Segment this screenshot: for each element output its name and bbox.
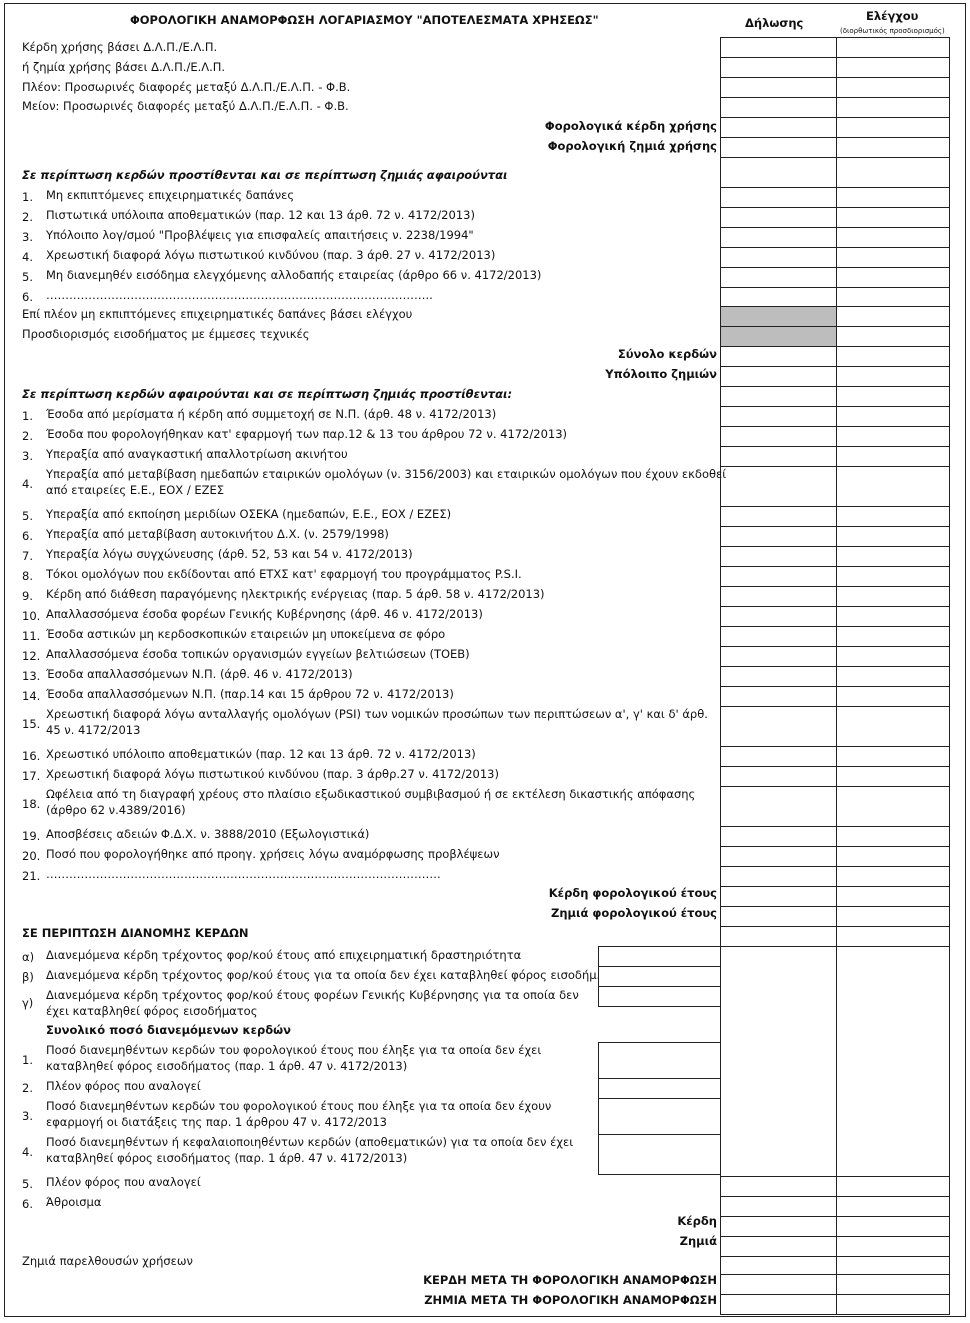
section-c-letter: β): [22, 970, 34, 984]
section-b-item-number: 1.: [22, 409, 33, 423]
intro-line-profit: Κέρδη χρήσης βάσει Δ.Λ.Π./Ε.Λ.Π.: [22, 40, 218, 54]
section-c-item-number: 1.: [22, 1053, 33, 1067]
audit-amount-cell[interactable]: [836, 37, 950, 58]
section-b-item-number: 7.: [22, 549, 33, 563]
audit-amount-cell[interactable]: [836, 366, 950, 387]
section-b-item-label: Χρεωστική διαφορά λόγω πιστωτικού κινδύνου (παρ. 3 άρθρ.27 ν. 4172/2013): [46, 767, 499, 781]
declaration-amount-cell[interactable]: [720, 1236, 837, 1257]
section-b-item-number: 19.: [22, 829, 41, 843]
audit-amount-cell[interactable]: [836, 586, 950, 607]
declaration-amount-cell[interactable]: [720, 506, 837, 527]
section-b-item-label: (άρθρο 62 ν.4389/2016): [46, 803, 186, 817]
audit-amount-cell[interactable]: [836, 267, 950, 288]
section-b-item-number: 11.: [22, 629, 41, 643]
audit-amount-cell[interactable]: [836, 346, 950, 367]
distribution-subamount-cell[interactable]: [598, 986, 721, 1007]
section-b-item-label: Έσοδα απαλλασσόμενων Ν.Π. (παρ.14 και 15 άρθρου 72 ν. 4172/2013): [46, 687, 454, 701]
audit-distribution-cell[interactable]: [836, 946, 950, 1177]
section-c-item-label: Πλέον φόρος που αναλογεί: [46, 1079, 201, 1093]
declaration-amount-cell[interactable]: [720, 826, 837, 847]
section-b-item-label: Τόκοι ομολόγων που εκδίδονται από ΕΤΧΣ κατ' εφαρμογή του προγράμματος P.S.I.: [46, 567, 522, 581]
label-loss: Ζημιά: [679, 1234, 717, 1248]
section-c-letter-label: έχει καταβληθεί φόρος εισοδήματος: [46, 1004, 258, 1018]
audit-amount-cell[interactable]: [836, 77, 950, 98]
section-c-letter: α): [22, 950, 35, 964]
section-a-extra-indirect: Προσδιορισμός εισοδήματος με έμμεσες τεχνικές: [22, 327, 310, 341]
audit-amount-cell[interactable]: [836, 326, 950, 347]
declaration-amount-cell[interactable]: [720, 406, 837, 427]
audit-amount-cell[interactable]: [836, 886, 950, 907]
section-c-item-number: 6.: [22, 1197, 33, 1211]
declaration-amount-cell[interactable]: [720, 247, 837, 268]
audit-amount-cell[interactable]: [836, 1196, 950, 1217]
audit-amount-cell[interactable]: [836, 137, 950, 158]
audit-amount-cell[interactable]: [836, 287, 950, 308]
declaration-amount-cell[interactable]: [720, 786, 837, 827]
audit-amount-cell[interactable]: [836, 926, 950, 947]
section-a-extra-audit: Επί πλέον μη εκπιπτόμενες επιχειρηματικές δαπάνες βάσει ελέγχου: [22, 307, 413, 321]
audit-amount-cell[interactable]: [836, 426, 950, 447]
declaration-amount-cell[interactable]: [720, 466, 837, 507]
section-b-item-number: 3.: [22, 449, 33, 463]
section-c-item-number: 5.: [22, 1177, 33, 1191]
section-c-item-number: 4.: [22, 1145, 33, 1159]
declaration-amount-cell[interactable]: [720, 37, 837, 58]
section-b-item-number: 6.: [22, 529, 33, 543]
audit-amount-cell[interactable]: [836, 846, 950, 867]
label-loss-remaining: Υπόλοιπο ζημιών: [605, 367, 717, 381]
distribution-subamount-cell[interactable]: [598, 1042, 721, 1079]
audit-amount-cell[interactable]: [836, 526, 950, 547]
declaration-amount-cell[interactable]: [720, 137, 837, 158]
declaration-amount-cell[interactable]: [720, 906, 837, 927]
declaration-amount-cell[interactable]: [720, 546, 837, 567]
section-b-item-number: 14.: [22, 689, 41, 703]
audit-amount-cell[interactable]: [836, 386, 950, 407]
section-b-item-label: Έσοδα απαλλασσόμενων Ν.Π. (άρθ. 46 ν. 4172/2013): [46, 667, 353, 681]
declaration-amount-cell[interactable]: [720, 366, 837, 387]
declaration-amount-cell[interactable]: [720, 706, 837, 747]
audit-amount-cell[interactable]: [836, 1256, 950, 1275]
declaration-amount-cell[interactable]: [720, 117, 837, 138]
audit-amount-cell[interactable]: [836, 546, 950, 567]
section-a-item-number: 3.: [22, 230, 33, 244]
intro-line-plus: Πλέον: Προσωρινές διαφορές μεταξύ Δ.Λ.Π./Ε.Λ.Π. - Φ.Β.: [22, 80, 351, 94]
declaration-amount-cell[interactable]: [720, 1294, 837, 1315]
audit-amount-cell[interactable]: [836, 306, 950, 327]
section-a-item-label: Χρεωστική διαφορά λόγω πιστωτικού κινδύνου (παρ. 3 άρθ. 27 ν. 4172/2013): [46, 248, 496, 262]
declaration-amount-cell[interactable]: [720, 566, 837, 587]
section-a-item-label: Μη διανεμηθέν εισόδημα ελεγχόμενης αλλοδαπής εταιρείας (άρθρο 66 ν. 4172/2013): [46, 268, 542, 282]
section-b-item-label: Υπεραξία από αναγκαστική απαλλοτρίωση ακινήτου: [46, 447, 348, 461]
audit-amount-cell[interactable]: [836, 746, 950, 767]
section-b-item-number: 16.: [22, 749, 41, 763]
label-final-loss: ΖΗΜΙΑ ΜΕΤΑ ΤΗ ΦΟΡΟΛΟΓΙΚΗ ΑΝΑΜΟΡΦΩΣΗ: [424, 1293, 717, 1307]
section-b-item-number: 5.: [22, 509, 33, 523]
audit-amount-cell[interactable]: [836, 57, 950, 78]
section-a-item-label: Μη εκπιπτόμενες επιχειρηματικές δαπάνες: [46, 188, 295, 202]
declaration-amount-cell[interactable]: [720, 586, 837, 607]
section-c-item-label: εφαρμογή οι διατάξεις της παρ. 1 άρθρου 47 ν. 4172/2013: [46, 1115, 388, 1129]
column-header-audit: Ελέγχου: [866, 9, 919, 23]
audit-amount-cell[interactable]: [836, 97, 950, 118]
audit-amount-cell[interactable]: [836, 247, 950, 268]
label-tax-loss: Φορολογική ζημιά χρήσης: [547, 139, 717, 153]
audit-amount-cell[interactable]: [836, 706, 950, 747]
column-header-audit-note: (διορθωτικός προσδιορισμός): [840, 27, 945, 35]
audit-amount-cell[interactable]: [836, 466, 950, 507]
section-b-item-number: 18.: [22, 797, 41, 811]
subtotal-distributed-heading: Συνολικό ποσό διανεμόμενων κερδών: [46, 1023, 291, 1037]
section-b-item-label: Χρεωστική διαφορά λόγω ανταλλαγής ομολόγων (PSI) των νομικών προσώπων των περιπτώσεων α', γ' και δ' άρθ.: [46, 707, 708, 721]
declaration-amount-cell[interactable]: [720, 386, 837, 407]
declaration-amount-cell[interactable]: [720, 686, 837, 707]
audit-amount-cell[interactable]: [836, 1176, 950, 1197]
audit-amount-cell[interactable]: [836, 157, 950, 188]
declaration-amount-cell[interactable]: [720, 267, 837, 288]
declaration-amount-cell[interactable]: [720, 846, 837, 867]
audit-amount-cell[interactable]: [836, 606, 950, 627]
declaration-amount-cell[interactable]: [720, 57, 837, 78]
declaration-amount-cell[interactable]: [720, 287, 837, 308]
section-b-item-number: 20.: [22, 849, 41, 863]
section-b-item-number: 4.: [22, 477, 33, 491]
label-prior-losses: Ζημιά παρελθουσών χρήσεων: [22, 1254, 193, 1268]
declaration-amount-cell[interactable]: [720, 746, 837, 767]
declaration-amount-cell[interactable]: [720, 866, 837, 887]
declaration-amount-cell[interactable]: [720, 1256, 837, 1275]
label-final-profit: ΚΕΡΔΗ ΜΕΤΑ ΤΗ ΦΟΡΟΛΟΓΙΚΗ ΑΝΑΜΟΡΦΩΣΗ: [423, 1273, 717, 1287]
section-a-item-number: 5.: [22, 270, 33, 284]
audit-amount-cell[interactable]: [836, 686, 950, 707]
section-b-item-number: 15.: [22, 717, 41, 731]
section-b-item-label: Απαλλασσόμενα έσοδα τοπικών οργανισμών εγγείων βελτιώσεων (ΤΟΕΒ): [46, 647, 470, 661]
label-total-profit: Σύνολο κερδών: [617, 347, 717, 361]
audit-amount-cell[interactable]: [836, 826, 950, 847]
declaration-amount-cell[interactable]: [720, 626, 837, 647]
declaration-amount-cell[interactable]: [720, 526, 837, 547]
section-b-item-label: Έσοδα που φορολογήθηκαν κατ' εφαρμογή των παρ.12 & 13 του άρθρου 72 ν. 4172/2013): [46, 427, 568, 441]
audit-amount-cell[interactable]: [836, 117, 950, 138]
section-c-item-number: 3.: [22, 1109, 33, 1123]
audit-amount-cell[interactable]: [836, 446, 950, 467]
section-c-item-label: καταβληθεί φόρος εισοδήματος (παρ. 1 άρθ. 47 ν. 4172/2013): [46, 1059, 408, 1073]
section-a-item-label: ………………………………………………………………………………………..: [46, 288, 433, 302]
section-c-item-number: 2.: [22, 1081, 33, 1095]
distribution-subamount-cell[interactable]: [598, 1098, 721, 1135]
section-a-item-number: 4.: [22, 250, 33, 264]
section-c-item-label: Ποσό διανεμηθέντων ή κεφαλαιοποιηθέντων κερδών (αποθεματικών) για τα οποία δεν έχει: [46, 1135, 574, 1149]
section-b-item-label: Υπεραξία από μεταβίβαση αυτοκινήτου Δ.Χ. (ν. 2579/1998): [46, 527, 389, 541]
audit-amount-cell[interactable]: [836, 1236, 950, 1257]
declaration-amount-cell[interactable]: [720, 426, 837, 447]
declaration-amount-cell[interactable]: [720, 326, 837, 347]
section-c-letter-label: Διανεμόμενα κέρδη τρέχοντος φορ/κού έτους φορέων Γενικής Κυβέρνησης για τα οποία δεν: [46, 988, 579, 1002]
audit-amount-cell[interactable]: [836, 866, 950, 887]
audit-amount-cell[interactable]: [836, 1216, 950, 1237]
audit-amount-cell[interactable]: [836, 227, 950, 248]
declaration-amount-cell[interactable]: [720, 207, 837, 228]
declaration-distribution-cell[interactable]: [720, 946, 837, 1177]
section-b-item-label: Κέρδη από διάθεση παραγόμενης ηλεκτρικής ενέργειας (παρ. 5 άρθ. 58 ν. 4172/2013): [46, 587, 545, 601]
section-a-item-number: 2.: [22, 210, 33, 224]
section-b-item-label: Έσοδα αστικών μη κερδοσκοπικών εταιρειών μη υποκείμενα σε φόρο: [46, 627, 446, 641]
section-b-item-number: 12.: [22, 649, 41, 663]
distribution-subamount-cell[interactable]: [598, 966, 721, 987]
section-b-item-number: 8.: [22, 569, 33, 583]
section-c-letter: γ): [22, 996, 34, 1010]
section-b-item-label: Αποσβέσεις αδειών Φ.Δ.Χ. ν. 3888/2010 (Εξωλογιστικά): [46, 827, 370, 841]
audit-amount-cell[interactable]: [836, 566, 950, 587]
section-c-letter-label: Διανεμόμενα κέρδη τρέχοντος φορ/κού έτους για τα οποία δεν έχει καταβληθεί φόρος εισοδήμ.: [46, 968, 601, 982]
audit-amount-cell[interactable]: [836, 1294, 950, 1315]
audit-amount-cell[interactable]: [836, 1274, 950, 1295]
declaration-amount-cell[interactable]: [720, 606, 837, 627]
declaration-amount-cell[interactable]: [720, 766, 837, 787]
audit-amount-cell[interactable]: [836, 506, 950, 527]
section-b-item-label: ………………………………………………………………………………………….: [46, 867, 441, 881]
section-a-item-label: Πιστωτικά υπόλοιπα αποθεματικών (παρ. 12 και 13 άρθ. 72 ν. 4172/2013): [46, 208, 475, 222]
section-b-item-label: από εταιρείες Ε.Ε., ΕΟΧ / ΕΖΕΣ: [46, 483, 225, 497]
section-c-heading: ΣΕ ΠΕΡΙΠΤΩΣΗ ΔΙΑΝΟΜΗΣ ΚΕΡΔΩΝ: [22, 926, 249, 940]
audit-amount-cell[interactable]: [836, 187, 950, 208]
section-b-heading: Σε περίπτωση κερδών αφαιρούνται και σε περίπτωση ζημιάς προστίθενται:: [22, 387, 513, 401]
section-b-item-label: Χρεωστικό υπόλοιπο αποθεματικών (παρ. 12 και 13 άρθ. 72 ν. 4172/2013): [46, 747, 476, 761]
section-b-item-label: Απαλλασσόμενα έσοδα φορέων Γενικής Κυβέρνησης (άρθ. 46 ν. 4172/2013): [46, 607, 483, 621]
declaration-amount-cell[interactable]: [720, 187, 837, 208]
section-b-item-number: 10.: [22, 609, 41, 623]
section-a-heading: Σε περίπτωση κερδών προστίθενται και σε περίπτωση ζημιάς αφαιρούνται: [22, 168, 508, 182]
section-c-item-label: Πλέον φόρος που αναλογεί: [46, 1175, 201, 1189]
declaration-amount-cell[interactable]: [720, 446, 837, 467]
declaration-amount-cell[interactable]: [720, 1176, 837, 1197]
declaration-amount-cell[interactable]: [720, 97, 837, 118]
declaration-amount-cell[interactable]: [720, 306, 837, 327]
section-c-item-label: Ποσό διανεμηθέντων κερδών του φορολογικού έτους που έληξε για τα οποία δεν έχει: [46, 1043, 542, 1057]
declaration-amount-cell[interactable]: [720, 1196, 837, 1217]
audit-amount-cell[interactable]: [836, 207, 950, 228]
column-header-declaration: Δήλωσης: [745, 16, 804, 30]
form-title: ΦΟΡΟΛΟΓΙΚΗ ΑΝΑΜΟΡΦΩΣΗ ΛΟΓΑΡΙΑΣΜΟΥ "ΑΠΟΤΕΛΕΣΜΑΤΑ ΧΡΗΣΕΩΣ": [130, 13, 599, 27]
section-b-item-label: Ωφέλεια από τη διαγραφή χρέους στο πλαίσιο εξωδικαστικού συμβιβασμού ή σε εκτέλεση δικαστικής απόφασης: [46, 787, 696, 801]
audit-amount-cell[interactable]: [836, 646, 950, 667]
audit-amount-cell[interactable]: [836, 766, 950, 787]
section-a-item-number: 6.: [22, 290, 33, 304]
section-b-item-label: Υπεραξία από μεταβίβαση ημεδαπών εταιρικών ομολόγων (ν. 3156/2003) και εταιρικών ομολόγων που έχουν εκδοθεί: [46, 467, 727, 481]
audit-amount-cell[interactable]: [836, 666, 950, 687]
section-b-item-label: Έσοδα από μερίσματα ή κέρδη από συμμετοχή σε Ν.Π. (άρθ. 48 ν. 4172/2013): [46, 407, 497, 421]
section-b-item-number: 2.: [22, 429, 33, 443]
section-c-item-label: Άθροισμα: [46, 1195, 102, 1209]
declaration-amount-cell[interactable]: [720, 77, 837, 98]
audit-amount-cell[interactable]: [836, 406, 950, 427]
declaration-amount-cell[interactable]: [720, 227, 837, 248]
declaration-amount-cell[interactable]: [720, 646, 837, 667]
intro-line-loss: ή ζημία χρήσης βάσει Δ.Λ.Π./Ε.Λ.Π.: [22, 60, 226, 74]
declaration-amount-cell[interactable]: [720, 926, 837, 947]
audit-amount-cell[interactable]: [836, 786, 950, 827]
declaration-amount-cell[interactable]: [720, 157, 837, 188]
section-a-item-label: Υπόλοιπο λογ/σμού "Προβλέψεις για επισφαλείς απαιτήσεις ν. 2238/1994": [46, 228, 474, 242]
declaration-amount-cell[interactable]: [720, 346, 837, 367]
section-b-item-label: Υπεραξία από εκποίηση μεριδίων ΟΣΕΚΑ (ημεδαπών, Ε.Ε., ΕΟΧ / ΕΖΕΣ): [46, 507, 452, 521]
declaration-amount-cell[interactable]: [720, 1274, 837, 1295]
audit-amount-cell[interactable]: [836, 906, 950, 927]
section-a-item-number: 1.: [22, 190, 33, 204]
section-c-item-label: Ποσό διανεμηθέντων κερδών του φορολογικού έτους που έληξε για τα οποία δεν έχουν: [46, 1099, 552, 1113]
declaration-amount-cell[interactable]: [720, 666, 837, 687]
section-b-item-number: 13.: [22, 669, 41, 683]
intro-line-minus: Μείον: Προσωρινές διαφορές μεταξύ Δ.Λ.Π./Ε.Λ.Π. - Φ.Β.: [22, 99, 349, 113]
declaration-amount-cell[interactable]: [720, 1216, 837, 1237]
section-b-item-label: 45 ν. 4172/2013: [46, 723, 141, 737]
section-b-item-number: 17.: [22, 769, 41, 783]
distribution-subamount-cell[interactable]: [598, 946, 721, 967]
label-year-loss: Ζημιά φορολογικού έτους: [551, 906, 717, 920]
distribution-subamount-cell[interactable]: [598, 1078, 721, 1099]
distribution-subamount-cell[interactable]: [598, 1134, 721, 1175]
section-b-item-number: 9.: [22, 589, 33, 603]
section-c-letter-label: Διανεμόμενα κέρδη τρέχοντος φορ/κού έτους από επιχειρηματική δραστηριότητα: [46, 948, 522, 962]
section-b-item-number: 21.: [22, 869, 41, 883]
section-c-item-label: καταβληθεί φόρος εισοδήματος (παρ. 1 άρθ. 47 ν. 4172/2013): [46, 1151, 408, 1165]
label-profit: Κέρδη: [677, 1214, 717, 1228]
declaration-amount-cell[interactable]: [720, 886, 837, 907]
label-year-profit: Κέρδη φορολογικού έτους: [548, 886, 717, 900]
label-tax-profit: Φορολογικά κέρδη χρήσης: [544, 119, 717, 133]
section-b-item-label: Υπεραξία λόγω συγχώνευσης (άρθ. 52, 53 και 54 ν. 4172/2013): [46, 547, 413, 561]
section-b-item-label: Ποσό που φορολογήθηκε από προηγ. χρήσεις λόγω αναμόρφωσης προβλέψεων: [46, 847, 500, 861]
audit-amount-cell[interactable]: [836, 626, 950, 647]
